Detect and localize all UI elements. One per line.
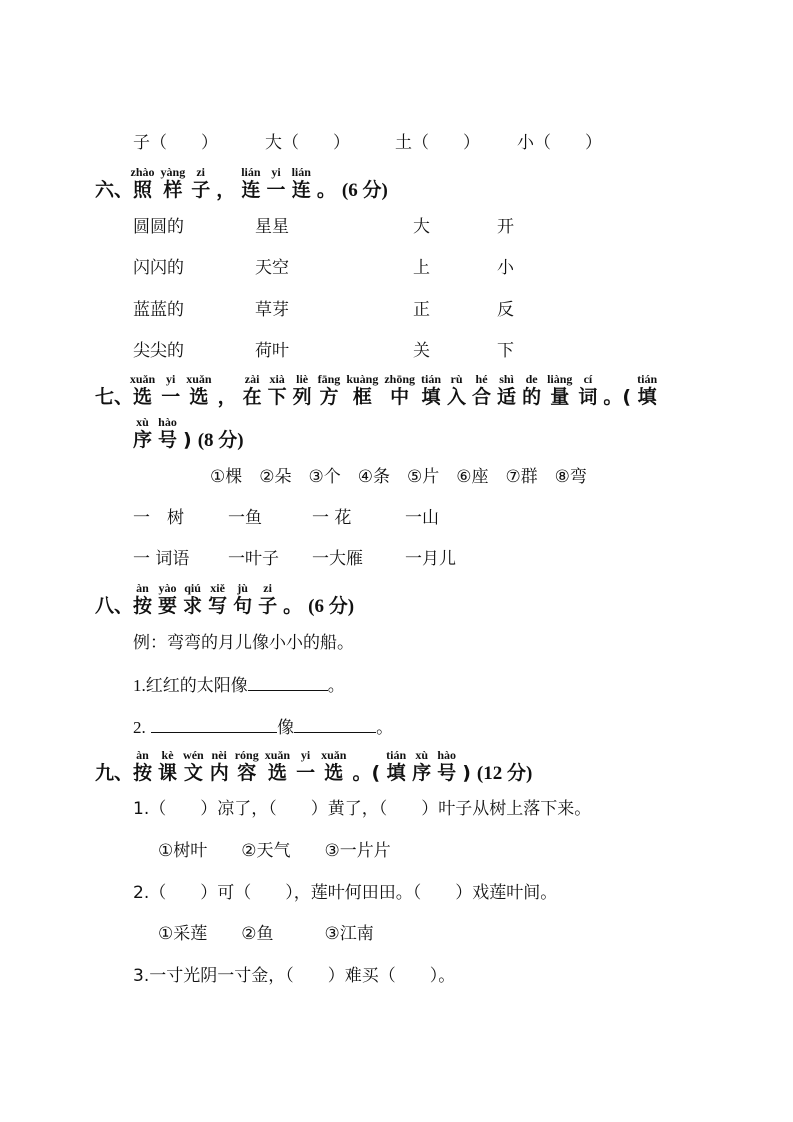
heading-char: 框kuàng	[346, 372, 379, 408]
section-6-heading	[95, 166, 388, 202]
section-number: 九、	[95, 762, 134, 784]
question-2: 2.（ ）可（ ），莲叶何田田。（ ）戏莲叶间。	[133, 883, 558, 903]
heading-char: )	[462, 762, 471, 784]
score: (8 分)	[197, 430, 244, 451]
pinyin: zài	[242, 372, 262, 386]
punctuation: 。	[327, 676, 345, 696]
heading-char: 要yào	[158, 581, 178, 617]
pinyin: xià	[267, 372, 287, 386]
question-text: 红红的太阳像	[145, 676, 248, 696]
heading-char: 选xuǎn	[264, 748, 291, 784]
question-3: 3.一寸光阴一寸金，（ ）难买（ ）。	[133, 966, 456, 986]
heading-char: 求qiú	[183, 581, 203, 617]
heading-char: 一yi	[296, 748, 316, 784]
section-7-heading	[95, 373, 663, 408]
heading-char: 填tián	[421, 372, 442, 408]
question-text: 像	[277, 718, 295, 738]
section-9-heading	[95, 749, 532, 785]
word-item: 一叶子	[228, 549, 279, 569]
heading-char: 序xù	[133, 415, 153, 451]
pinyin: zhào	[130, 165, 155, 179]
heading-char: 课kè	[158, 748, 178, 784]
heading-text	[130, 165, 342, 201]
word-item: 一 树	[133, 508, 184, 528]
pinyin	[603, 372, 631, 386]
pinyin: xiě	[208, 581, 228, 595]
heading-text	[133, 415, 198, 451]
pinyin: rù	[447, 372, 467, 386]
word-item: 天空	[255, 258, 289, 278]
heading-char: 连lián	[291, 165, 311, 201]
pinyin: liè	[292, 372, 312, 386]
fill-item: 小（ ）	[517, 133, 602, 153]
pinyin: xuǎn	[321, 748, 347, 762]
word-item: 一 词语	[133, 549, 190, 569]
heading-char: 适shì	[497, 372, 517, 408]
answer-blank[interactable]	[248, 674, 328, 691]
fill-item: 土（ ）	[395, 133, 480, 153]
word-item: 正	[413, 300, 430, 320]
pinyin: tián	[386, 748, 407, 762]
heading-char: 句jù	[233, 581, 253, 617]
heading-char: 。	[283, 595, 302, 617]
question-2-options: ①采莲 ②鱼 ③江南	[158, 924, 374, 944]
word-item: 开	[497, 217, 514, 237]
word-item: 上	[413, 258, 430, 278]
pinyin: tián	[421, 372, 442, 386]
heading-char: 入rù	[447, 372, 467, 408]
heading-char: ，	[216, 179, 235, 201]
score: (6 分)	[308, 596, 355, 617]
heading-char: 样yàng	[160, 165, 186, 201]
pinyin: kè	[158, 748, 178, 762]
heading-char: 。(	[352, 762, 380, 784]
word-item: 蓝蓝的	[133, 300, 184, 320]
heading-char: )	[183, 429, 192, 451]
fill-item: 大（ ）	[265, 133, 350, 153]
heading-char: ，	[218, 386, 237, 408]
word-item: 一鱼	[228, 508, 262, 528]
pinyin: liàng	[547, 372, 573, 386]
pinyin: fāng	[317, 372, 341, 386]
pinyin: róng	[234, 748, 259, 762]
word-item: 星星	[255, 217, 289, 237]
heading-char: 下xià	[267, 372, 287, 408]
measure-word-options: ①棵 ②朵 ③个 ④条 ⑤片 ⑥座 ⑦群 ⑧弯	[210, 467, 587, 487]
pinyin: xuǎn	[264, 748, 291, 762]
pinyin: àn	[133, 748, 153, 762]
word-item: 草芽	[255, 300, 289, 320]
heading-char: 的de	[522, 372, 542, 408]
word-item: 一 花	[312, 508, 352, 528]
pinyin: yào	[158, 581, 178, 595]
pinyin: shì	[497, 372, 517, 386]
heading-char: 按àn	[133, 748, 153, 784]
heading-char: 词cí	[578, 372, 598, 408]
pinyin: yi	[161, 372, 181, 386]
word-item: 下	[497, 341, 514, 361]
word-item: 一大雁	[312, 549, 363, 569]
pinyin: jù	[233, 581, 253, 595]
question-2	[133, 716, 393, 739]
pinyin: hào	[437, 748, 457, 762]
answer-blank[interactable]	[294, 716, 376, 733]
word-item: 一山	[405, 508, 439, 528]
pinyin: qiú	[183, 581, 203, 595]
fill-item: 子（ ）	[133, 133, 218, 153]
heading-char: 选xuǎn	[186, 372, 212, 408]
heading-char: 选xuǎn	[321, 748, 347, 784]
heading-char: 容róng	[234, 748, 259, 784]
score: (12 分)	[476, 763, 533, 784]
heading-char: 填tián	[637, 372, 658, 408]
heading-text	[129, 372, 663, 408]
pinyin: hào	[158, 415, 178, 429]
pinyin	[352, 748, 380, 762]
pinyin: lián	[291, 165, 311, 179]
pinyin	[218, 372, 237, 386]
pinyin: zi	[191, 165, 211, 179]
section-number: 六、	[95, 179, 134, 201]
pinyin: nèi	[209, 748, 229, 762]
heading-char: 子zi	[258, 581, 278, 617]
heading-char: 子zi	[191, 165, 211, 201]
question-1-options: ①树叶 ②天气 ③一片片	[158, 841, 391, 861]
example-sentence: 例：弯弯的月儿像小小的船。	[133, 633, 354, 653]
heading-char: 在zài	[242, 372, 262, 408]
answer-blank[interactable]	[151, 716, 277, 733]
heading-char: 列liè	[292, 372, 312, 408]
word-item: 一月儿	[405, 549, 456, 569]
score: (6 分)	[341, 180, 388, 201]
section-number: 七、	[95, 386, 134, 408]
heading-char: 。(	[603, 386, 631, 408]
heading-char: 连lián	[241, 165, 261, 201]
pinyin	[216, 165, 235, 179]
word-item: 关	[413, 341, 430, 361]
heading-char: 。	[317, 179, 336, 201]
pinyin: cí	[578, 372, 598, 386]
heading-char: 号hào	[437, 748, 457, 784]
heading-char: 文wén	[183, 748, 204, 784]
heading-char: 照zhào	[130, 165, 155, 201]
section-8-heading	[95, 582, 354, 618]
pinyin: xù	[133, 415, 152, 429]
pinyin: kuàng	[346, 372, 379, 386]
pinyin: tián	[637, 372, 658, 386]
heading-char: 序xù	[412, 748, 432, 784]
question-number: 1.	[133, 676, 146, 695]
pinyin	[317, 165, 336, 179]
pinyin: hé	[472, 372, 492, 386]
pinyin: wén	[183, 748, 204, 762]
pinyin: zi	[258, 581, 278, 595]
word-item: 圆圆的	[133, 217, 184, 237]
heading-char: 中zhōng	[384, 372, 416, 408]
pinyin: àn	[133, 581, 153, 595]
word-item: 荷叶	[255, 341, 289, 361]
heading-char: 选xuǎn	[129, 372, 156, 408]
pinyin: xuǎn	[186, 372, 212, 386]
pinyin	[462, 748, 471, 762]
section-7-heading-cont	[133, 416, 244, 452]
pinyin: xuǎn	[129, 372, 156, 386]
heading-char: 写xiě	[208, 581, 228, 617]
pinyin: lián	[241, 165, 261, 179]
question-1	[133, 674, 345, 697]
pinyin	[283, 581, 302, 595]
heading-char: 号hào	[158, 415, 178, 451]
pinyin: zhōng	[384, 372, 416, 386]
pinyin: xù	[412, 748, 432, 762]
heading-char: 量liàng	[547, 372, 573, 408]
question-number: 2.	[133, 718, 146, 737]
word-item: 反	[497, 300, 514, 320]
pinyin	[183, 415, 192, 429]
heading-char: 一yi	[266, 165, 286, 201]
punctuation: 。	[376, 718, 394, 738]
word-item: 闪闪的	[133, 258, 184, 278]
pinyin: yi	[296, 748, 316, 762]
heading-text	[133, 748, 477, 784]
heading-char: 一yi	[161, 372, 181, 408]
heading-text	[133, 581, 308, 617]
heading-char: 方fāng	[317, 372, 341, 408]
word-item: 小	[497, 258, 514, 278]
word-item: 尖尖的	[133, 341, 184, 361]
question-1: 1.（ ）凉了，（ ）黄了，（ ）叶子从树上落下来。	[133, 799, 592, 819]
heading-char: 按àn	[133, 581, 153, 617]
pinyin: yi	[266, 165, 286, 179]
heading-char: 填tián	[386, 748, 407, 784]
heading-char: 合hé	[472, 372, 492, 408]
pinyin: yàng	[160, 165, 186, 179]
pinyin: de	[522, 372, 542, 386]
heading-char: 内nèi	[209, 748, 229, 784]
word-item: 大	[413, 217, 430, 237]
section-number: 八、	[95, 595, 134, 617]
